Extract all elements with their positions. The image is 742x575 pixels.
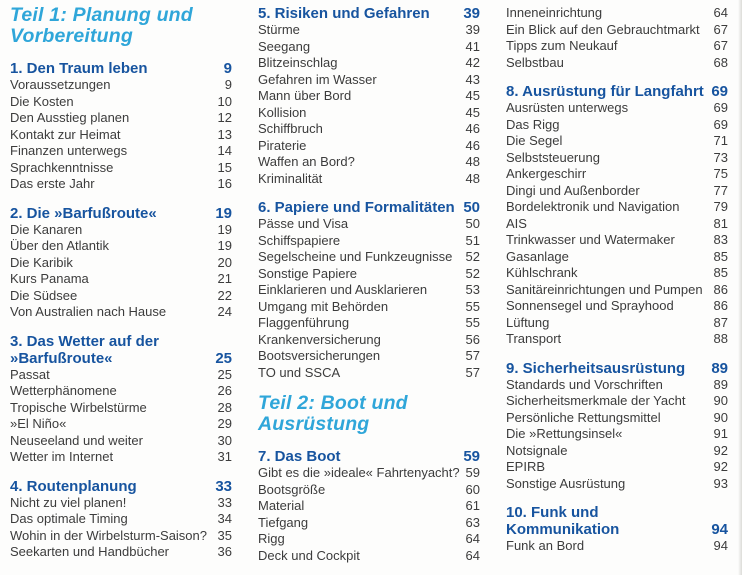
section-heading bbox=[258, 5, 480, 22]
toc-section bbox=[10, 478, 232, 561]
entry-label: Tipps zum Neukauf bbox=[506, 38, 618, 53]
entry-page-number: 35 bbox=[217, 527, 232, 543]
entry-page-number: 69 bbox=[713, 100, 728, 115]
toc-section bbox=[10, 205, 232, 321]
toc-entry bbox=[506, 298, 728, 315]
section-title: »Barfußroute« bbox=[10, 349, 113, 367]
scan-page-edge bbox=[738, 0, 742, 575]
entry-label: Kontakt zur Heimat bbox=[10, 126, 121, 142]
toc-entry bbox=[506, 183, 728, 200]
toc-section bbox=[258, 448, 480, 564]
entry-page-number: 24 bbox=[217, 304, 232, 319]
toc-entry bbox=[258, 138, 480, 155]
entry-page-number: 64 bbox=[465, 531, 480, 546]
toc-section bbox=[10, 333, 232, 466]
entry-label: Die Segel bbox=[506, 133, 563, 148]
entry-page-number: 42 bbox=[465, 55, 480, 70]
entry-label: Bootsgröße bbox=[258, 481, 326, 497]
section-page-number: 33 bbox=[215, 477, 232, 495]
entry-page-number: 93 bbox=[713, 475, 728, 491]
toc-entry bbox=[258, 154, 480, 171]
entry-page-number: 34 bbox=[217, 511, 232, 526]
entry-label: Lüftung bbox=[506, 314, 550, 330]
entry-label: Voraussetzungen bbox=[10, 77, 111, 92]
entry-label: Inneneinrichtung bbox=[506, 5, 603, 20]
entry-label: Kriminalität bbox=[258, 170, 323, 186]
entry-label: Pässe und Visa bbox=[258, 216, 349, 231]
toc-entry bbox=[506, 166, 728, 183]
toc-entry bbox=[258, 266, 480, 283]
toc-entry bbox=[258, 515, 480, 532]
toc-entry bbox=[506, 476, 728, 493]
entry-page-number: 73 bbox=[713, 149, 728, 165]
section-heading bbox=[506, 83, 728, 100]
section-page-number: 94 bbox=[711, 521, 728, 538]
entry-label: Tropische Wirbelstürme bbox=[10, 399, 147, 415]
entry-label: Schiffbruch bbox=[258, 121, 323, 136]
entry-page-number: 67 bbox=[713, 38, 728, 53]
entry-page-number: 91 bbox=[713, 426, 728, 441]
entry-page-number: 41 bbox=[465, 38, 480, 54]
entry-label: Kühlschrank bbox=[506, 265, 578, 280]
toc-entry-group bbox=[506, 5, 728, 71]
toc-entry bbox=[506, 199, 728, 216]
section-title: 4. Routenplanung bbox=[10, 477, 137, 495]
entry-label: Persönliche Rettungsmittel bbox=[506, 409, 661, 425]
toc-entry bbox=[506, 216, 728, 233]
section-title: 6. Papiere und Formalitäten bbox=[258, 199, 455, 216]
entry-label: Seekarten und Handbücher bbox=[10, 544, 170, 559]
entry-page-number: 13 bbox=[217, 126, 232, 142]
entry-label: Umgang mit Behörden bbox=[258, 298, 389, 314]
entry-label: Trinkwasser und Watermaker bbox=[506, 232, 675, 247]
entry-label: Von Australien nach Hause bbox=[10, 304, 167, 319]
toc-entry bbox=[506, 443, 728, 460]
entry-label: Transport bbox=[506, 331, 562, 346]
entry-page-number: 30 bbox=[217, 432, 232, 448]
entry-page-number: 68 bbox=[713, 54, 728, 70]
entry-page-number: 63 bbox=[465, 514, 480, 530]
entry-page-number: 48 bbox=[465, 154, 480, 169]
toc-column-2 bbox=[258, 5, 480, 569]
entry-label: Blitzeinschlag bbox=[258, 55, 338, 70]
entry-label: Das optimale Timing bbox=[10, 511, 128, 526]
part-title bbox=[10, 5, 232, 47]
toc-entry bbox=[258, 105, 480, 122]
entry-label: Kurs Panama bbox=[10, 271, 89, 286]
entry-page-number: 22 bbox=[217, 287, 232, 303]
toc-entry bbox=[10, 271, 232, 288]
entry-label: Gasanlage bbox=[506, 248, 569, 264]
entry-page-number: 33 bbox=[217, 494, 232, 510]
entry-label: Segelscheine und Funkzeugnisse bbox=[258, 249, 453, 264]
entry-label: Material bbox=[258, 498, 305, 513]
toc-entry bbox=[258, 39, 480, 56]
toc-section bbox=[506, 504, 728, 555]
entry-page-number: 83 bbox=[713, 232, 728, 247]
entry-label: Das Rigg bbox=[506, 116, 560, 132]
entry-page-number: 36 bbox=[217, 544, 232, 559]
toc-entry bbox=[258, 282, 480, 299]
entry-page-number: 90 bbox=[713, 409, 728, 425]
entry-label: Schiffspapiere bbox=[258, 232, 341, 248]
toc-entry bbox=[258, 55, 480, 72]
entry-page-number: 12 bbox=[217, 110, 232, 125]
entry-page-number: 20 bbox=[217, 254, 232, 270]
toc-entry bbox=[258, 233, 480, 250]
entry-page-number: 88 bbox=[713, 331, 728, 346]
toc-entry bbox=[10, 77, 232, 94]
section-heading-row bbox=[258, 5, 480, 22]
toc-entry bbox=[10, 143, 232, 160]
toc-entry bbox=[10, 400, 232, 417]
toc-entry bbox=[10, 383, 232, 400]
toc-entry bbox=[10, 160, 232, 177]
toc-entry bbox=[258, 365, 480, 382]
entry-label: Tiefgang bbox=[258, 514, 309, 530]
section-heading bbox=[10, 205, 232, 222]
entry-page-number: 87 bbox=[713, 314, 728, 330]
toc-entry bbox=[10, 416, 232, 433]
entry-label: Die Kosten bbox=[10, 93, 74, 109]
entry-page-number: 90 bbox=[713, 393, 728, 408]
entry-label: Bootsversicherungen bbox=[258, 348, 381, 363]
entry-page-number: 10 bbox=[217, 93, 232, 109]
entry-label: »El Niño« bbox=[10, 416, 67, 431]
entry-page-number: 52 bbox=[465, 265, 480, 281]
section-page-number: 25 bbox=[215, 349, 232, 367]
section-heading-row bbox=[506, 504, 728, 521]
section-page-number: 59 bbox=[463, 448, 480, 465]
entry-label: Seegang bbox=[258, 38, 311, 54]
toc-entry bbox=[10, 449, 232, 466]
entry-page-number: 86 bbox=[713, 298, 728, 313]
section-page-number: 9 bbox=[223, 60, 232, 77]
toc-entry bbox=[258, 249, 480, 266]
entry-label: Rigg bbox=[258, 531, 285, 546]
entry-label: Kollision bbox=[258, 104, 307, 120]
entry-page-number: 28 bbox=[217, 399, 232, 415]
toc-entry bbox=[10, 495, 232, 512]
section-page-number: 19 bbox=[215, 204, 232, 222]
entry-page-number: 92 bbox=[713, 442, 728, 458]
toc-entry bbox=[506, 5, 728, 22]
entry-page-number: 51 bbox=[465, 232, 480, 248]
section-heading bbox=[258, 199, 480, 216]
entry-label: Selbstbau bbox=[506, 54, 564, 70]
toc-entry bbox=[506, 538, 728, 555]
section-heading-row bbox=[258, 199, 480, 216]
entry-page-number: 57 bbox=[465, 364, 480, 380]
entry-page-number: 85 bbox=[713, 248, 728, 264]
entry-label: Krankenversicherung bbox=[258, 331, 381, 347]
toc-entry bbox=[258, 498, 480, 515]
entry-label: Gefahren im Wasser bbox=[258, 71, 377, 87]
entry-label: Einklarieren und Ausklarieren bbox=[258, 282, 428, 297]
entry-page-number: 45 bbox=[465, 88, 480, 103]
entry-page-number: 64 bbox=[465, 547, 480, 563]
entry-page-number: 19 bbox=[217, 238, 232, 253]
section-page-number: 89 bbox=[711, 359, 728, 377]
entry-page-number: 67 bbox=[713, 21, 728, 37]
section-heading bbox=[258, 448, 480, 465]
entry-label: TO und SSCA bbox=[258, 364, 341, 380]
section-heading bbox=[506, 504, 728, 538]
section-heading-row bbox=[10, 60, 232, 77]
part-title-line: Teil 2: Boot und bbox=[258, 392, 408, 414]
entry-label: Bordelektronik und Navigation bbox=[506, 199, 680, 214]
toc-entry bbox=[506, 150, 728, 167]
section-title: 5. Risiken und Gefahren bbox=[258, 5, 430, 22]
entry-label: Flaggenführung bbox=[258, 315, 350, 330]
toc-entry bbox=[258, 22, 480, 39]
entry-page-number: 71 bbox=[713, 133, 728, 148]
toc-entry bbox=[258, 88, 480, 105]
toc-entry bbox=[10, 238, 232, 255]
entry-label: Passat bbox=[10, 366, 50, 382]
entry-label: Selbststeuerung bbox=[506, 149, 600, 165]
entry-page-number: 59 bbox=[465, 465, 480, 480]
toc-entry bbox=[506, 331, 728, 348]
entry-label: Neuseeland und weiter bbox=[10, 432, 143, 448]
entry-label: Sonnensegel und Sprayhood bbox=[506, 298, 674, 313]
toc-entry bbox=[506, 232, 728, 249]
toc-entry bbox=[506, 377, 728, 394]
section-page-number: 50 bbox=[463, 199, 480, 216]
section-title: 7. Das Boot bbox=[258, 448, 341, 465]
toc-entry bbox=[258, 548, 480, 565]
toc-entry bbox=[506, 22, 728, 39]
toc-entry bbox=[10, 110, 232, 127]
section-heading-row bbox=[10, 478, 232, 495]
entry-page-number: 81 bbox=[713, 215, 728, 231]
entry-label: Sonstige Papiere bbox=[258, 265, 358, 281]
entry-page-number: 60 bbox=[465, 481, 480, 497]
section-heading bbox=[10, 478, 232, 495]
toc-entry bbox=[258, 332, 480, 349]
entry-label: Wetterphänomene bbox=[10, 383, 117, 398]
entry-label: Standards und Vorschriften bbox=[506, 376, 663, 392]
toc-entry bbox=[258, 465, 480, 482]
entry-page-number: 16 bbox=[217, 176, 232, 191]
toc-entry bbox=[10, 127, 232, 144]
section-title: 2. Die »Barfußroute« bbox=[10, 204, 157, 222]
entry-page-number: 39 bbox=[465, 22, 480, 37]
entry-page-number: 52 bbox=[465, 249, 480, 264]
part-title-line: Vorbereitung bbox=[10, 25, 134, 47]
section-page-number: 69 bbox=[711, 83, 728, 100]
section-heading-row bbox=[258, 448, 480, 465]
toc-entry bbox=[506, 459, 728, 476]
toc-section bbox=[258, 199, 480, 381]
toc-column-1 bbox=[10, 5, 232, 569]
toc-entry bbox=[258, 171, 480, 188]
toc-entry bbox=[258, 299, 480, 316]
entry-label: Mann über Bord bbox=[258, 88, 352, 103]
entry-page-number: 77 bbox=[713, 182, 728, 198]
entry-page-number: 46 bbox=[465, 121, 480, 136]
entry-page-number: 46 bbox=[465, 137, 480, 153]
section-heading bbox=[10, 60, 232, 77]
entry-page-number: 25 bbox=[217, 366, 232, 382]
entry-page-number: 86 bbox=[713, 281, 728, 297]
entry-page-number: 55 bbox=[465, 315, 480, 330]
section-title: 3. Das Wetter auf der bbox=[10, 332, 159, 350]
entry-label: Sonstige Ausrüstung bbox=[506, 475, 626, 491]
entry-page-number: 56 bbox=[465, 331, 480, 347]
part-title bbox=[258, 393, 480, 435]
section-title: Kommunikation bbox=[506, 521, 620, 538]
entry-label: Notsignale bbox=[506, 442, 568, 458]
toc-entry bbox=[10, 176, 232, 193]
toc-entry bbox=[506, 393, 728, 410]
toc-entry bbox=[258, 72, 480, 89]
entry-page-number: 94 bbox=[713, 538, 728, 553]
entry-page-number: 15 bbox=[217, 159, 232, 175]
toc-entry bbox=[506, 315, 728, 332]
entry-page-number: 26 bbox=[217, 383, 232, 398]
toc-entry bbox=[258, 348, 480, 365]
entry-label: Ein Blick auf den Gebrauchtmarkt bbox=[506, 21, 700, 37]
entry-page-number: 57 bbox=[465, 348, 480, 363]
entry-page-number: 43 bbox=[465, 71, 480, 87]
entry-page-number: 55 bbox=[465, 298, 480, 314]
toc-entry bbox=[10, 222, 232, 239]
entry-label: Ausrüsten unterwegs bbox=[506, 100, 629, 115]
section-heading-row bbox=[506, 360, 728, 377]
entry-page-number: 53 bbox=[465, 282, 480, 297]
entry-label: Das erste Jahr bbox=[10, 176, 95, 191]
section-heading bbox=[506, 360, 728, 377]
toc-entry bbox=[258, 315, 480, 332]
entry-label: Piraterie bbox=[258, 137, 307, 153]
entry-page-number: 45 bbox=[465, 104, 480, 120]
entry-page-number: 9 bbox=[224, 77, 232, 92]
toc-entry bbox=[10, 94, 232, 111]
entry-page-number: 14 bbox=[217, 143, 232, 158]
entry-page-number: 69 bbox=[713, 116, 728, 132]
section-title: 1. Den Traum leben bbox=[10, 60, 148, 77]
toc-entry bbox=[10, 511, 232, 528]
entry-label: Wetter im Internet bbox=[10, 449, 114, 464]
entry-label: Die Karibik bbox=[10, 254, 73, 270]
entry-page-number: 79 bbox=[713, 199, 728, 214]
entry-label: Funk an Bord bbox=[506, 538, 585, 553]
toc-section bbox=[506, 83, 728, 348]
entry-page-number: 75 bbox=[713, 166, 728, 181]
entry-page-number: 29 bbox=[217, 416, 232, 431]
entry-page-number: 92 bbox=[713, 459, 728, 474]
toc-entry bbox=[10, 288, 232, 305]
entry-page-number: 85 bbox=[713, 265, 728, 280]
toc-entry bbox=[10, 528, 232, 545]
toc-entry bbox=[506, 282, 728, 299]
toc-entry bbox=[10, 544, 232, 561]
toc-entry bbox=[506, 249, 728, 266]
section-page-number: 39 bbox=[463, 5, 480, 22]
entry-label: Den Ausstieg planen bbox=[10, 110, 130, 125]
entry-page-number: 19 bbox=[217, 221, 232, 237]
toc-entry bbox=[506, 426, 728, 443]
section-title: 8. Ausrüstung für Langfahrt bbox=[506, 83, 704, 100]
section-heading-row bbox=[10, 333, 232, 350]
toc-entry bbox=[506, 100, 728, 117]
entry-page-number: 61 bbox=[465, 498, 480, 513]
section-heading-row bbox=[10, 350, 232, 367]
section-heading-row bbox=[10, 205, 232, 222]
toc-entry bbox=[258, 531, 480, 548]
toc-column-3 bbox=[506, 5, 728, 569]
section-heading-row bbox=[506, 83, 728, 100]
toc-entry bbox=[258, 216, 480, 233]
entry-label: Die Südsee bbox=[10, 287, 78, 303]
toc-section bbox=[506, 360, 728, 493]
entry-page-number: 21 bbox=[217, 271, 232, 286]
toc-entry bbox=[10, 367, 232, 384]
toc-section bbox=[10, 60, 232, 193]
entry-page-number: 31 bbox=[217, 449, 232, 464]
toc-entry bbox=[10, 304, 232, 321]
entry-label: Nicht zu viel planen! bbox=[10, 494, 127, 510]
entry-page-number: 50 bbox=[465, 216, 480, 231]
entry-label: Dingi und Außenborder bbox=[506, 182, 640, 198]
entry-label: Deck und Cockpit bbox=[258, 547, 360, 563]
entry-label: Finanzen unterwegs bbox=[10, 143, 128, 158]
toc-entry bbox=[506, 55, 728, 72]
entry-page-number: 89 bbox=[713, 376, 728, 392]
entry-label: Wohin in der Wirbelsturm-Saison? bbox=[10, 527, 207, 543]
toc-entry bbox=[506, 265, 728, 282]
toc-entry bbox=[506, 410, 728, 427]
section-title: 9. Sicherheitsausrüstung bbox=[506, 359, 686, 377]
entry-label: Ankergeschirr bbox=[506, 166, 587, 181]
entry-label: Sicherheitsmerkmale der Yacht bbox=[506, 393, 686, 408]
entry-label: EPIRB bbox=[506, 459, 546, 474]
toc-section bbox=[258, 5, 480, 187]
entry-label: Sanitäreinrichtungen und Pumpen bbox=[506, 281, 703, 297]
section-heading-row bbox=[506, 521, 728, 538]
part-title-line: Ausrüstung bbox=[258, 413, 370, 435]
section-heading bbox=[10, 333, 232, 367]
entry-label: Sprachkenntnisse bbox=[10, 159, 114, 175]
toc-entry bbox=[258, 121, 480, 138]
entry-label: Waffen an Bord? bbox=[258, 154, 355, 169]
part-title-line: Teil 1: Planung und bbox=[10, 4, 193, 26]
toc-entry bbox=[10, 255, 232, 272]
toc-entry bbox=[506, 133, 728, 150]
entry-label: Über den Atlantik bbox=[10, 238, 110, 253]
entry-label: Stürme bbox=[258, 22, 300, 37]
entry-page-number: 64 bbox=[713, 5, 728, 20]
entry-label: Die Kanaren bbox=[10, 221, 83, 237]
toc-entry bbox=[506, 117, 728, 134]
entry-label: AIS bbox=[506, 215, 527, 231]
entry-label: Die »Rettungsinsel« bbox=[506, 426, 623, 441]
toc-entry bbox=[258, 482, 480, 499]
entry-page-number: 48 bbox=[465, 170, 480, 186]
toc-entry bbox=[506, 38, 728, 55]
toc-entry bbox=[10, 433, 232, 450]
entry-label: Gibt es die »ideale« Fahrtenyacht? bbox=[258, 465, 460, 480]
section-title: 10. Funk und bbox=[506, 504, 599, 521]
